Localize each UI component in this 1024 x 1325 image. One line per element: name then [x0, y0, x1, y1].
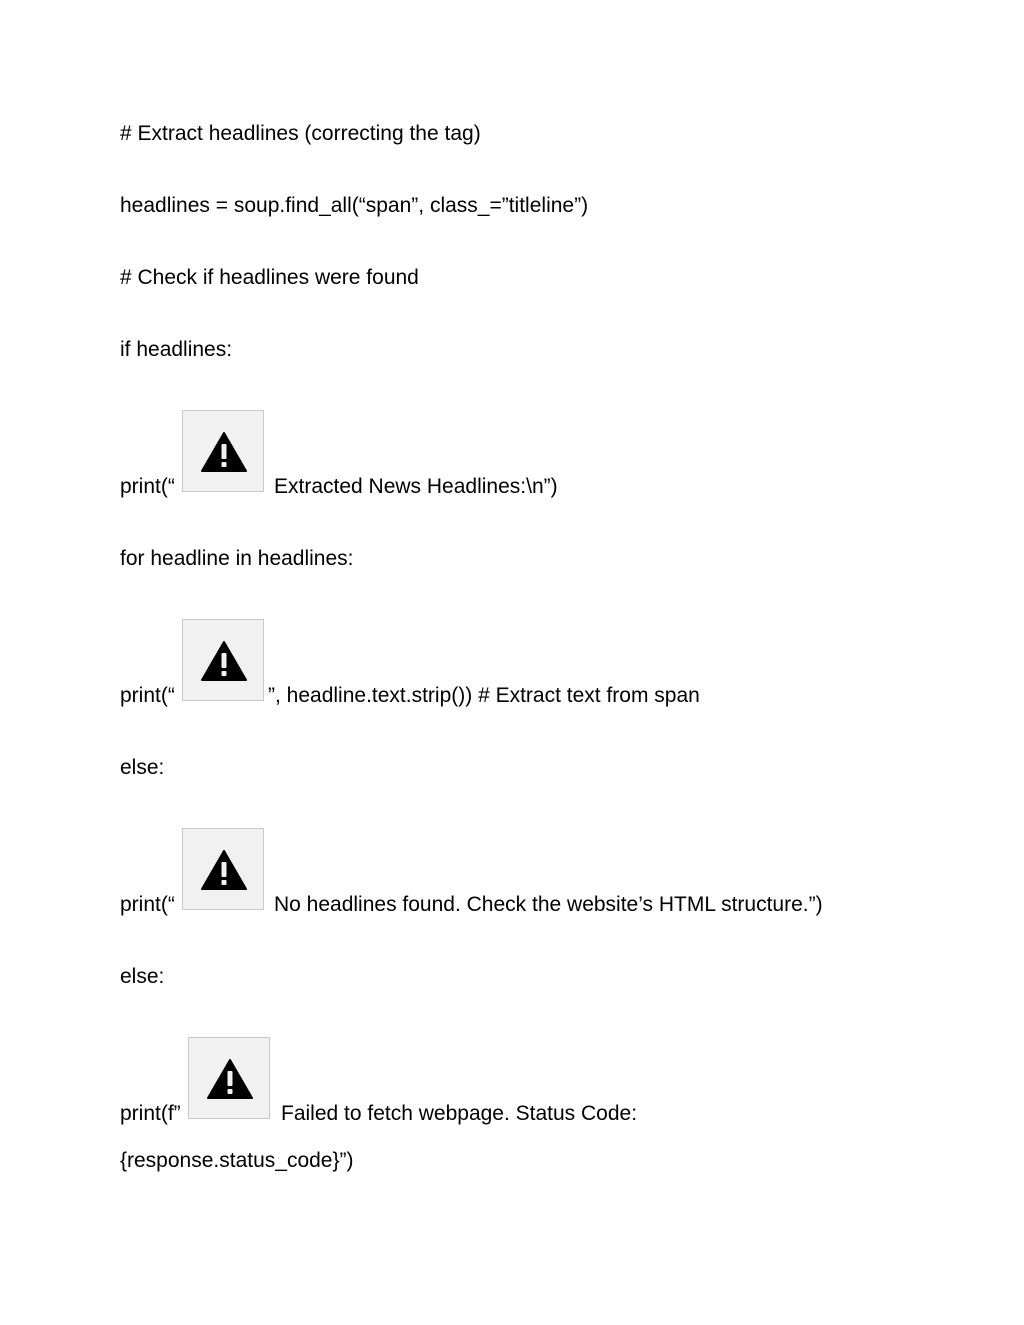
print-prefix: print(“: [120, 893, 175, 916]
broken-image-placeholder: [182, 619, 264, 701]
code-line-else: else:: [120, 965, 165, 988]
print-suffix: Failed to fetch webpage. Status Code:: [281, 1102, 638, 1125]
print-prefix: print(f”: [120, 1102, 181, 1125]
code-line-if: if headlines:: [120, 338, 233, 361]
code-line-else: else:: [120, 756, 165, 779]
code-comment-extract: # Extract headlines (correcting the tag): [120, 122, 481, 145]
print-prefix: print(“: [120, 684, 175, 707]
warning-icon: [207, 1059, 253, 1099]
print-suffix: No headlines found. Check the website’s HTML structure.”): [274, 893, 823, 916]
print-suffix: Extracted News Headlines:\n”): [274, 475, 558, 498]
print-prefix: print(“: [120, 475, 175, 498]
warning-icon: [201, 432, 247, 472]
broken-image-placeholder: [188, 1037, 270, 1119]
code-line-for: for headline in headlines:: [120, 547, 354, 570]
print-suffix: ”, headline.text.strip()) # Extract text from span: [268, 684, 700, 707]
warning-icon: [201, 850, 247, 890]
code-line-status-code: {response.status_code}”): [120, 1149, 354, 1172]
warning-icon: [201, 641, 247, 681]
code-comment-check: # Check if headlines were found: [120, 266, 419, 289]
broken-image-placeholder: [182, 410, 264, 492]
broken-image-placeholder: [182, 828, 264, 910]
code-line-find-all: headlines = soup.find_all(“span”, class_=”titleline”): [120, 194, 589, 217]
